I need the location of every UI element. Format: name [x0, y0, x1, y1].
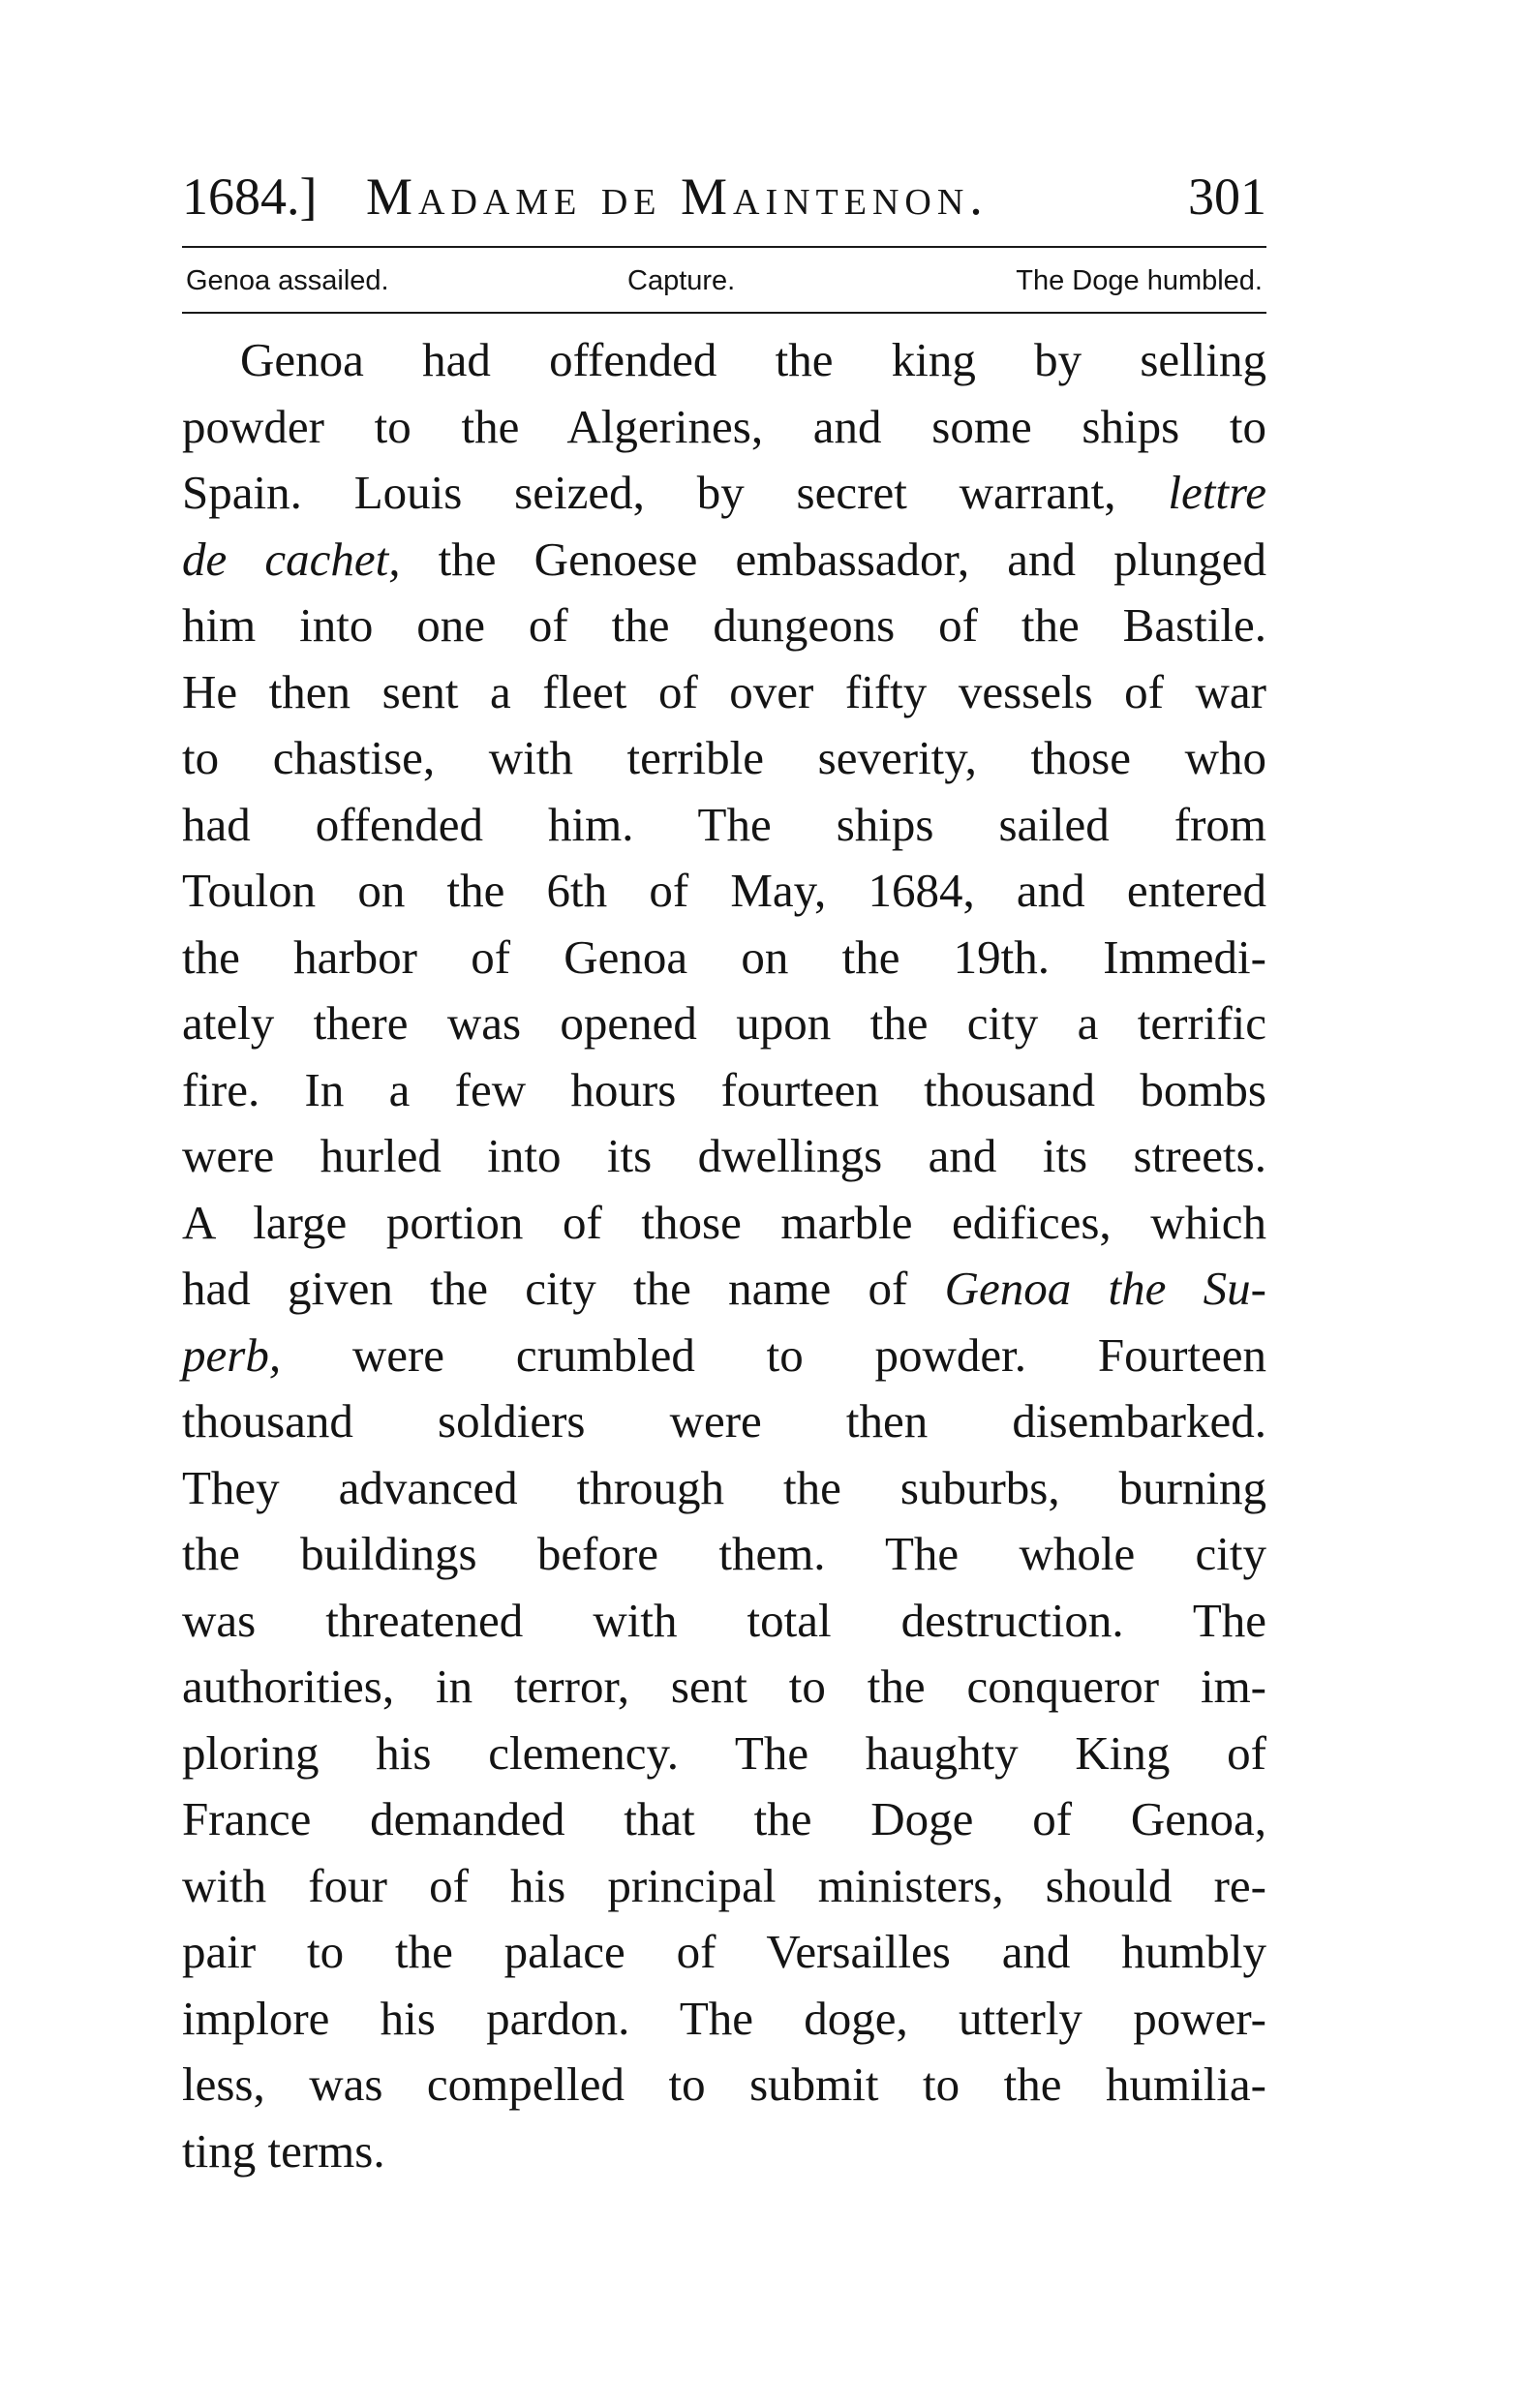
text-line: the harbor of Genoa on the 19th. Immedi- [182, 930, 1266, 984]
text-line: France demanded that the Doge of Genoa, [182, 1792, 1266, 1845]
text-line: the buildings before them. The whole city [182, 1527, 1266, 1580]
text-line: de cachet, the Genoese embassador, and plunged [182, 532, 1267, 586]
text-line: fire. In a few hours fourteen thousand bombs [182, 1062, 1266, 1116]
text-line: had given the city the name of Genoa the Su- [182, 1262, 1266, 1315]
text-line: with four of his principal ministers, should re- [182, 1858, 1266, 1912]
subhead-center: Capture. [627, 265, 736, 296]
text-line: to chastise, with terrible severity, those who [182, 731, 1266, 784]
subhead-left: Genoa assailed. [186, 265, 389, 296]
text-line: him into one of the dungeons of the Bastile. [182, 598, 1266, 652]
text-line: pair to the palace of Versailles and humbly [182, 1925, 1266, 1978]
text-line: powder to the Algerines, and some ships to [182, 399, 1266, 453]
text-line: ting terms. [182, 2123, 385, 2178]
text-line: Toulon on the 6th of May, 1684, and entered [182, 864, 1266, 917]
text-line: ately there was opened upon the city a terrific [182, 996, 1266, 1050]
text-line: They advanced through the suburbs, burning [182, 1460, 1266, 1514]
header-rule-bottom [182, 312, 1266, 314]
header-rule-top [182, 246, 1266, 248]
text-line: were hurled into its dwellings and its streets. [182, 1129, 1266, 1182]
header-year: 1684.] [182, 168, 318, 226]
text-line: authorities, in terror, sent to the conqueror im- [182, 1660, 1266, 1713]
running-header [182, 163, 1266, 230]
text-line: thousand soldiers were then disembarked. [182, 1394, 1266, 1448]
text-line: implore his pardon. The doge, utterly power- [182, 1991, 1266, 2045]
text-line: less, was compelled to submit to the humilia- [182, 2057, 1266, 2111]
text-line: He then sent a fleet of over fifty vessels of war [182, 664, 1266, 718]
text-line: was threatened with total destruction. The [182, 1593, 1266, 1647]
text-line: Spain. Louis seized, by secret warrant, lettre [182, 466, 1266, 519]
marginal-subheads [182, 254, 1266, 308]
page-number: 301 [1188, 168, 1266, 226]
text-line: Genoa had offended the king by selling [240, 333, 1266, 386]
text-line: A large portion of those marble edifices, which [182, 1195, 1266, 1249]
header-title: Madame de Maintenon. [366, 168, 989, 226]
text-line: perb, were crumbled to powder. Fourteen [182, 1327, 1266, 1382]
subhead-right: The Doge humbled. [1016, 265, 1263, 296]
text-line: ploring his clemency. The haughty King of [182, 1725, 1266, 1780]
text-line: had offended him. The ships sailed from [182, 797, 1266, 851]
body-paragraph [182, 327, 1266, 2184]
